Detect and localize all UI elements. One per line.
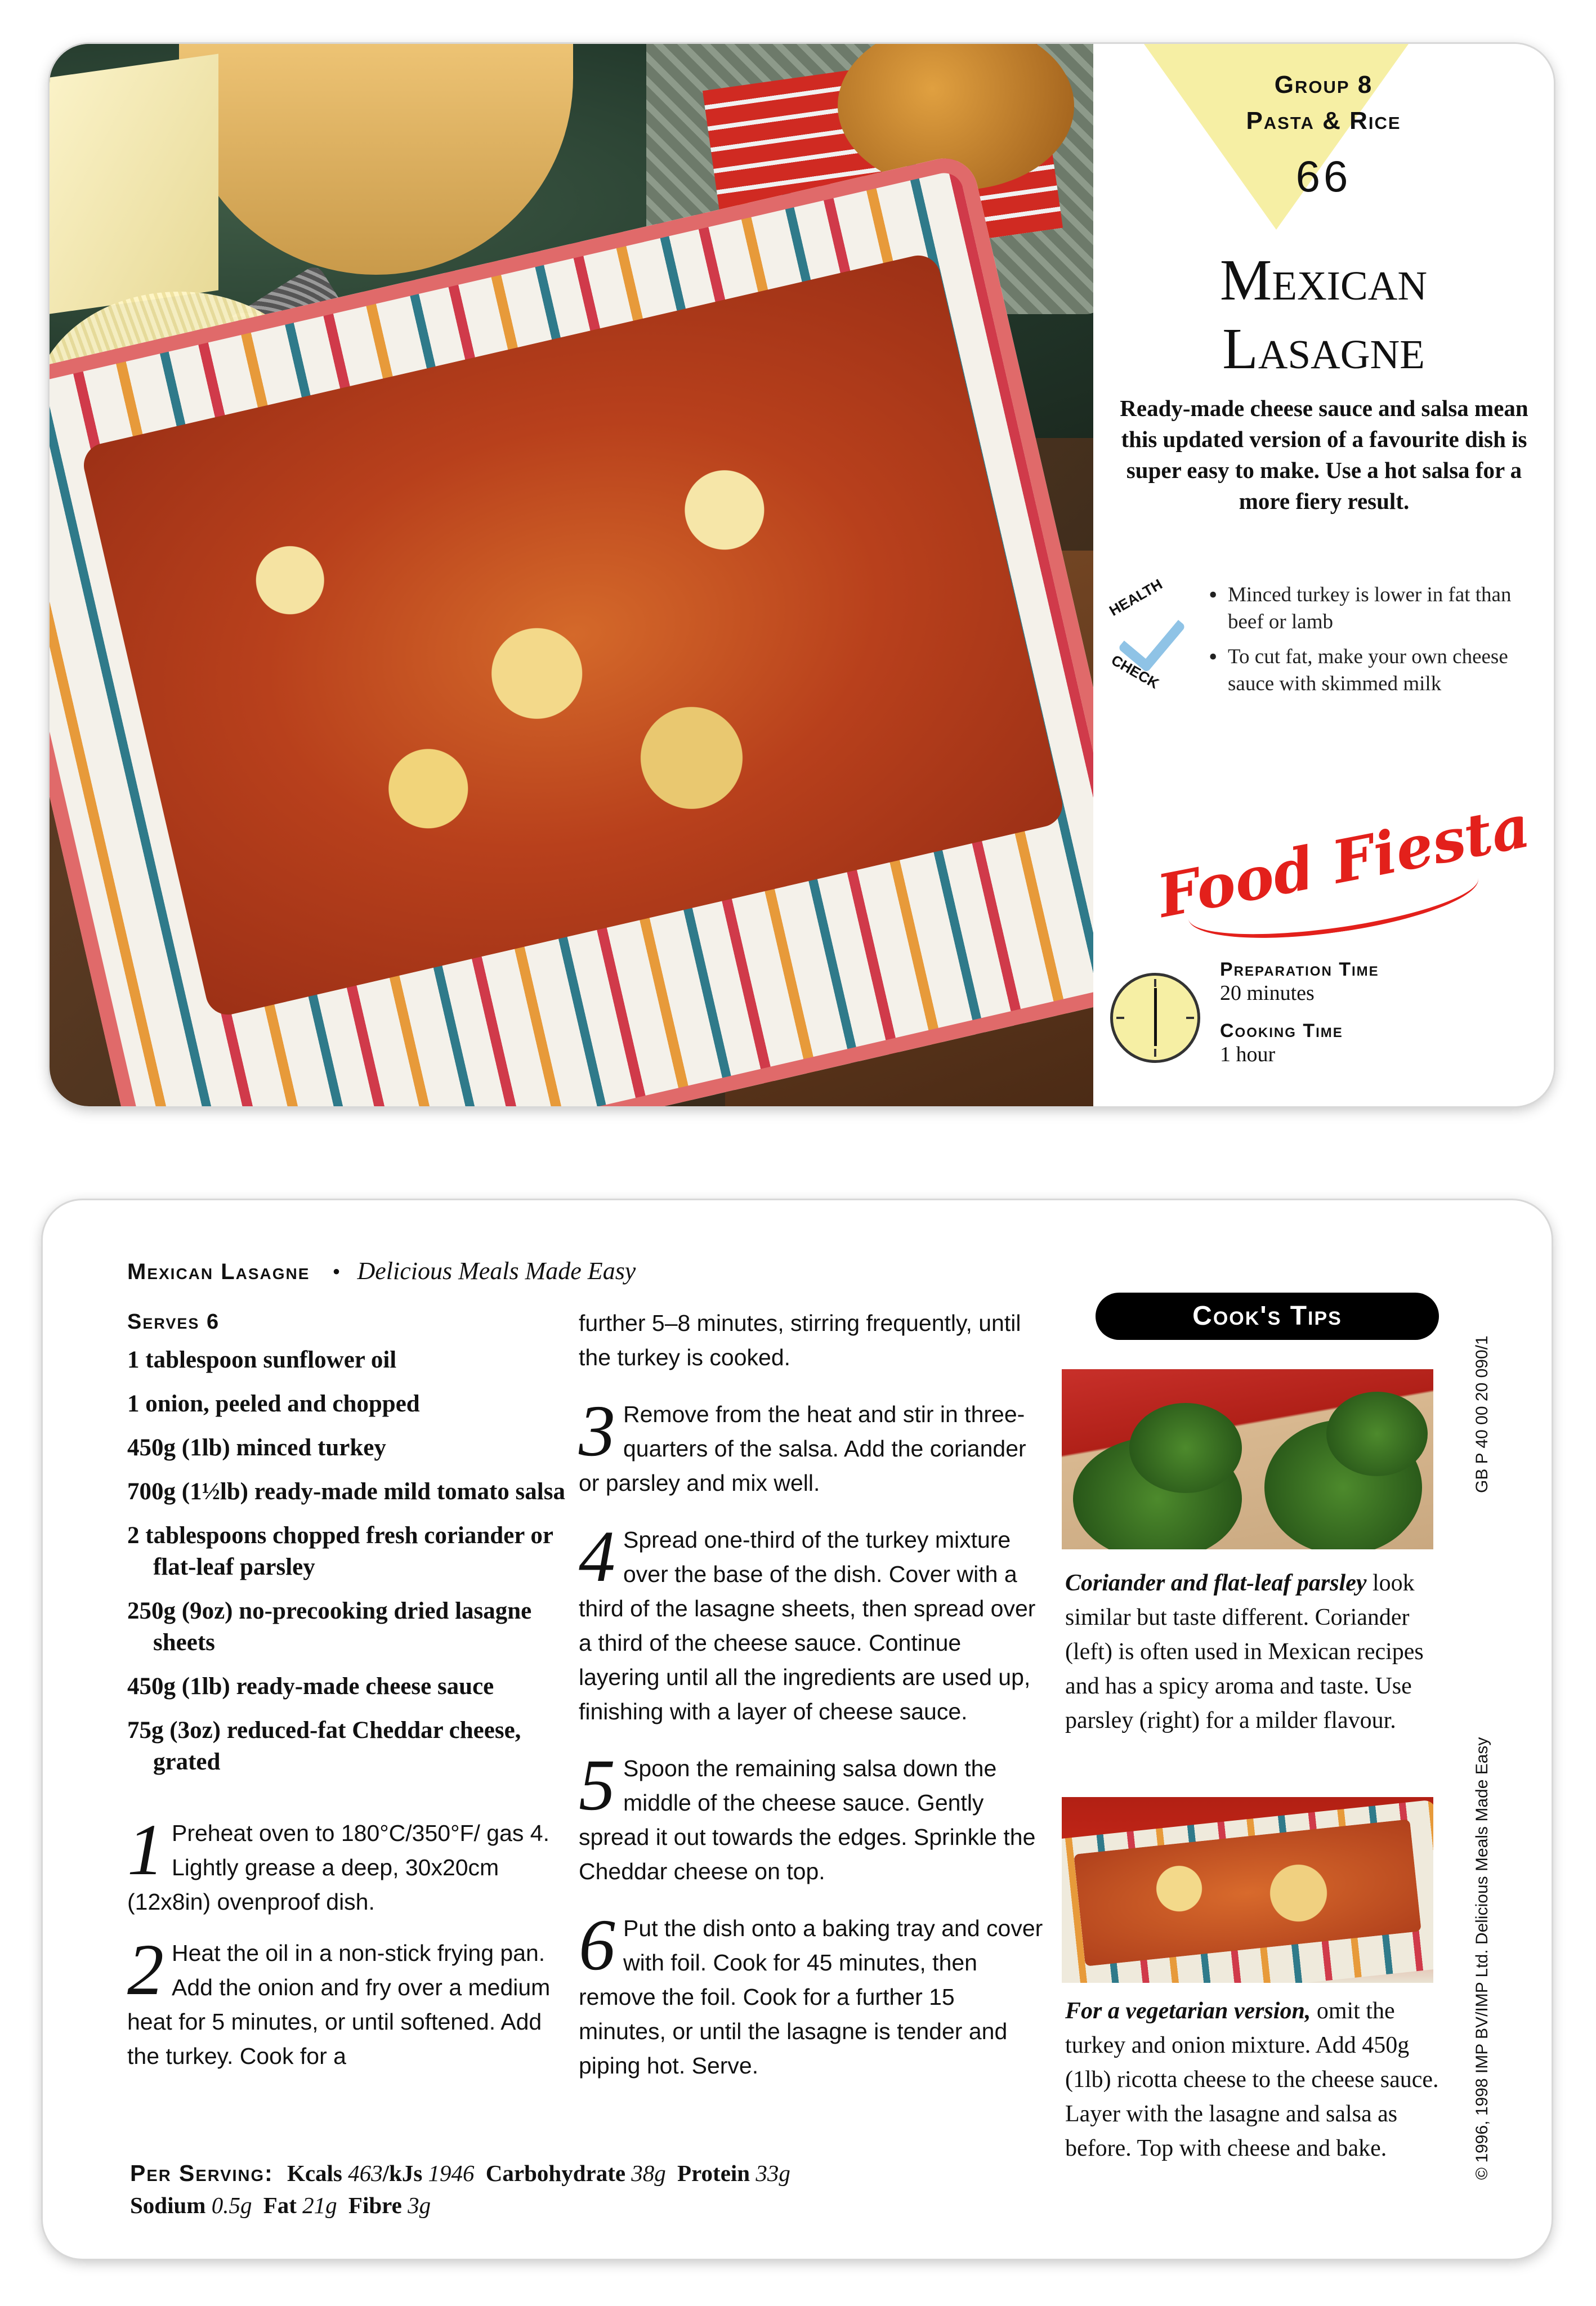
back-title: Mexican Lasagne: [127, 1259, 310, 1284]
health-point: • To cut fat, make your own cheese sauce with skimmed milk: [1209, 643, 1535, 698]
ingredient-item: 75g (3oz) reduced-fat Cheddar cheese, grated: [127, 1717, 521, 1775]
health-word: HEALTH: [1106, 575, 1165, 619]
clock-icon: [1110, 973, 1200, 1063]
recipe-intro: Ready-made cheese sauce and salsa mean this updated version of a favourite dish is super easy to make. Use a hot salsa for a more fiery result.: [1120, 395, 1528, 514]
health-point: • Minced turkey is lower in fat than beef or lamb: [1209, 582, 1535, 636]
per-serving-label: Per Serving:: [130, 2160, 274, 2186]
tip-herbs-lead: Coriander and flat-leaf parsley: [1065, 1570, 1367, 1596]
recipe-card-front: [50, 44, 1554, 1106]
ingredient-item: 450g (1lb) ready-made cheese sauce: [127, 1673, 494, 1700]
clock-hand: [1154, 988, 1157, 1019]
tip-vegetarian-lead: For a vegetarian version,: [1065, 1998, 1311, 2024]
tip-vegetarian-text: omit the turkey and onion mixture. Add 450g (1lb) ricotta cheese to the cheese sauce. Layer with the lasagne and salsa as before. Top with cheese and bake.: [1065, 1998, 1439, 2161]
check-word: CHECK: [1108, 651, 1163, 692]
lasagne-photo: [50, 44, 1093, 1106]
health-points: [1209, 582, 1535, 705]
fibre-value: 3g: [408, 2192, 431, 2218]
food-fiesta-logo: [1152, 791, 1535, 931]
step-text: Heat the oil in a non-stick frying pan. Add the onion and fry over a medium heat for 5 minutes, or until softened. Add the turkey. Cook for a: [127, 1940, 551, 2069]
time-info: [1220, 959, 1535, 1082]
fat-value: 21g: [302, 2192, 337, 2218]
sodium-label: Sodium: [130, 2192, 206, 2218]
carb-label: Carbohydrate: [485, 2160, 626, 2186]
step-text: Spread one-third of the turkey mixture over the base of the dish. Cover with a third of the lasagne sheets, then spread over a third of the cheese sauce. Continue layering until all the ingredients are used up, finishing with a layer of cheese sauce.: [579, 1527, 1036, 1724]
cheese-block: [50, 54, 218, 316]
step-text: Spoon the remaining salsa down the middle of the cheese sauce. Gently spread it out towards the edges. Sprinkle the Cheddar cheese on top.: [579, 1755, 1036, 1884]
step-number: 4: [579, 1516, 615, 1597]
group-label: Group 8: [1274, 71, 1373, 99]
health-check-badge: [1099, 575, 1189, 697]
step-number: 2: [127, 1929, 164, 2010]
nutrition-info: [130, 2157, 1087, 2222]
herbs-photo: [1062, 1369, 1433, 1549]
step-text: Preheat oven to 180°C/350°F/ gas 4. Lightly grease a deep, 30x20cm (12x8in) ovenproof dish.: [127, 1820, 549, 1915]
step-number: 6: [579, 1905, 615, 1986]
ingredient-item: 700g (1½lb) ready-made mild tomato salsa: [127, 1478, 565, 1505]
method-step: [579, 1905, 1046, 2083]
method-step: [127, 1809, 566, 1919]
method-column: [579, 1306, 1046, 2106]
method-step: [127, 1929, 566, 2073]
ingredient-item: 1 tablespoon sunflower oil: [127, 1347, 397, 1373]
clock-hand: [1154, 1018, 1157, 1046]
ingredient-item: 450g (1lb) minced turkey: [127, 1434, 386, 1461]
kcals-value: 463: [348, 2160, 383, 2186]
prep-time-label: Preparation Time: [1220, 959, 1379, 980]
header-separator: •: [332, 1259, 341, 1284]
serves-label: Serves 6: [127, 1310, 220, 1334]
kj-value: 1946: [428, 2160, 475, 2186]
step-number: 5: [579, 1745, 615, 1826]
fibre-label: Fibre: [348, 2192, 402, 2218]
protein-value: 33g: [755, 2160, 790, 2186]
protein-label: Protein: [677, 2160, 750, 2186]
copyright-text: © 1996, 1998 IMP BV/IMP Ltd.: [1473, 1949, 1491, 2180]
cooks-tips-banner: Cook's Tips: [1096, 1293, 1439, 1340]
step-text: further 5–8 minutes, stirring frequently, until the turkey is cooked.: [579, 1310, 1021, 1370]
vertical-credit: [1473, 1737, 1492, 2180]
prep-time-value: 20 minutes: [1220, 981, 1315, 1005]
tip-vegetarian: [1065, 1994, 1448, 2166]
step-text: Remove from the heat and stir in three-quarters of the salsa. Add the coriander or parsley and mix well.: [579, 1401, 1026, 1496]
method-step: [579, 1745, 1046, 1889]
card-number: 66: [1295, 151, 1352, 201]
step-number: 3: [579, 1391, 615, 1472]
back-header: [127, 1257, 636, 1285]
sodium-value: 0.5g: [211, 2192, 252, 2218]
cook-time-label: Cooking Time: [1220, 1020, 1343, 1042]
step-text: Put the dish onto a baking tray and cover with foil. Cook for 45 minutes, then remove the foil. Cook for a further 15 minutes, or until the lasagne is tender and piping hot. Serve.: [579, 1915, 1043, 2079]
method-step-continued: [579, 1306, 1046, 1375]
tip-herbs: [1065, 1566, 1448, 1738]
vegetarian-lasagne-photo: [1062, 1797, 1433, 1983]
category-label: Pasta & Rice: [1246, 107, 1401, 135]
series-name: Delicious Meals Made Easy: [357, 1257, 636, 1285]
ingredients-column: [127, 1310, 566, 2090]
recipe-info-panel: [1093, 44, 1554, 1106]
kcals-label: Kcals: [287, 2160, 342, 2186]
recipe-title-line1: Mexican: [1219, 248, 1428, 312]
method-step: [579, 1516, 1046, 1729]
ingredient-item: 250g (9oz) no-precooking dried lasagne sheets: [127, 1598, 532, 1656]
recipe-title-line2: Lasagne: [1222, 316, 1425, 381]
recipe-card-back: [43, 1200, 1552, 2259]
step-number: 1: [127, 1809, 164, 1891]
brand-name: Food Fiesta: [1152, 791, 1535, 931]
ingredient-item: 1 onion, peeled and chopped: [127, 1391, 420, 1417]
product-code: GB P 40 00 20 090/1: [1473, 1335, 1491, 1493]
cook-time-value: 1 hour: [1220, 1043, 1276, 1066]
fat-label: Fat: [263, 2192, 297, 2218]
carb-value: 38g: [631, 2160, 666, 2186]
tip-herbs-text: look similar but taste different. Coriander (left) is often used in Mexican recipes and has a spicy aroma and taste. Use parsley (right) for a milder flavour.: [1065, 1570, 1424, 1733]
kj-label: /kJs: [382, 2160, 423, 2186]
ingredient-item: 2 tablespoons chopped fresh coriander or flat-leaf parsley: [127, 1522, 553, 1580]
method-step: [579, 1391, 1046, 1500]
series-vertical: Delicious Meals Made Easy: [1473, 1737, 1491, 1945]
